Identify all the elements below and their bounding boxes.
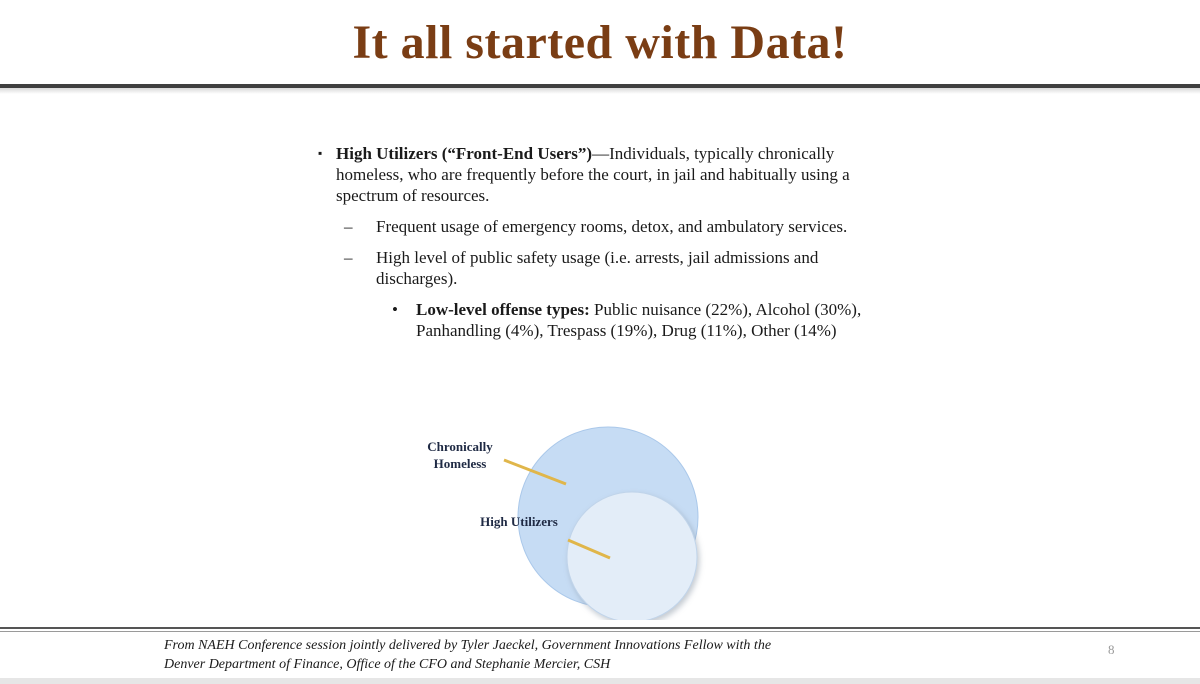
sub-bullet-text: Frequent usage of emergency rooms, detox, and ambulatory services.: [376, 217, 848, 236]
chronically-homeless-label-line2: Homeless: [433, 456, 487, 471]
dot-bullet-icon: •: [392, 300, 398, 319]
high-utilizers-circle: [567, 492, 697, 620]
bullet-text: —Individuals, typically chronically homeless, who are frequently before the court, in jail and habitually using a spectrum of resources.: [336, 144, 850, 205]
dash-bullet-icon: –: [344, 248, 353, 267]
sub-bullet-text: High level of public safety usage (i.e. arrests, jail admissions and discharges).: [376, 248, 819, 288]
venn-diagram: [400, 420, 720, 620]
bullet-high-utilizers: [316, 143, 876, 206]
footer-line-2: Denver Department of Finance, Office of the CFO and Stephanie Mercier, CSH: [164, 657, 611, 672]
slide-body: [316, 143, 876, 341]
chronically-homeless-label: [410, 438, 510, 472]
slide-bottom-edge: [0, 678, 1200, 684]
footer-divider-thin: [0, 631, 1200, 632]
offense-types-text: Public nuisance (22%), Alcohol (30%), Panhandling (4%), Trespass (19%), Drug (11%), Other (14%): [416, 300, 862, 340]
footer-citation: [164, 636, 924, 674]
bullet-heading: High Utilizers (“Front-End Users”): [336, 144, 593, 163]
offense-types-heading: Low-level offense types:: [416, 300, 590, 319]
sub-sub-bullet-offense-types: [316, 299, 876, 341]
page-number: 8: [1108, 642, 1115, 657]
sub-bullet-public-safety: [316, 247, 876, 289]
dash-bullet-icon: –: [344, 217, 353, 236]
footer-line-1: From NAEH Conference session jointly delivered by Tyler Jaeckel, Government Innovations Fellow with the: [164, 638, 772, 653]
slide-title: It all started with Data!: [352, 16, 848, 69]
title-divider-shadow: [0, 88, 1200, 94]
footer-divider: [0, 627, 1200, 629]
chronically-homeless-label-line1: Chronically: [427, 439, 493, 454]
square-bullet-icon: ▪: [318, 146, 323, 160]
high-utilizers-label: High Utilizers: [480, 514, 558, 529]
sub-bullet-emergency: [316, 216, 876, 237]
